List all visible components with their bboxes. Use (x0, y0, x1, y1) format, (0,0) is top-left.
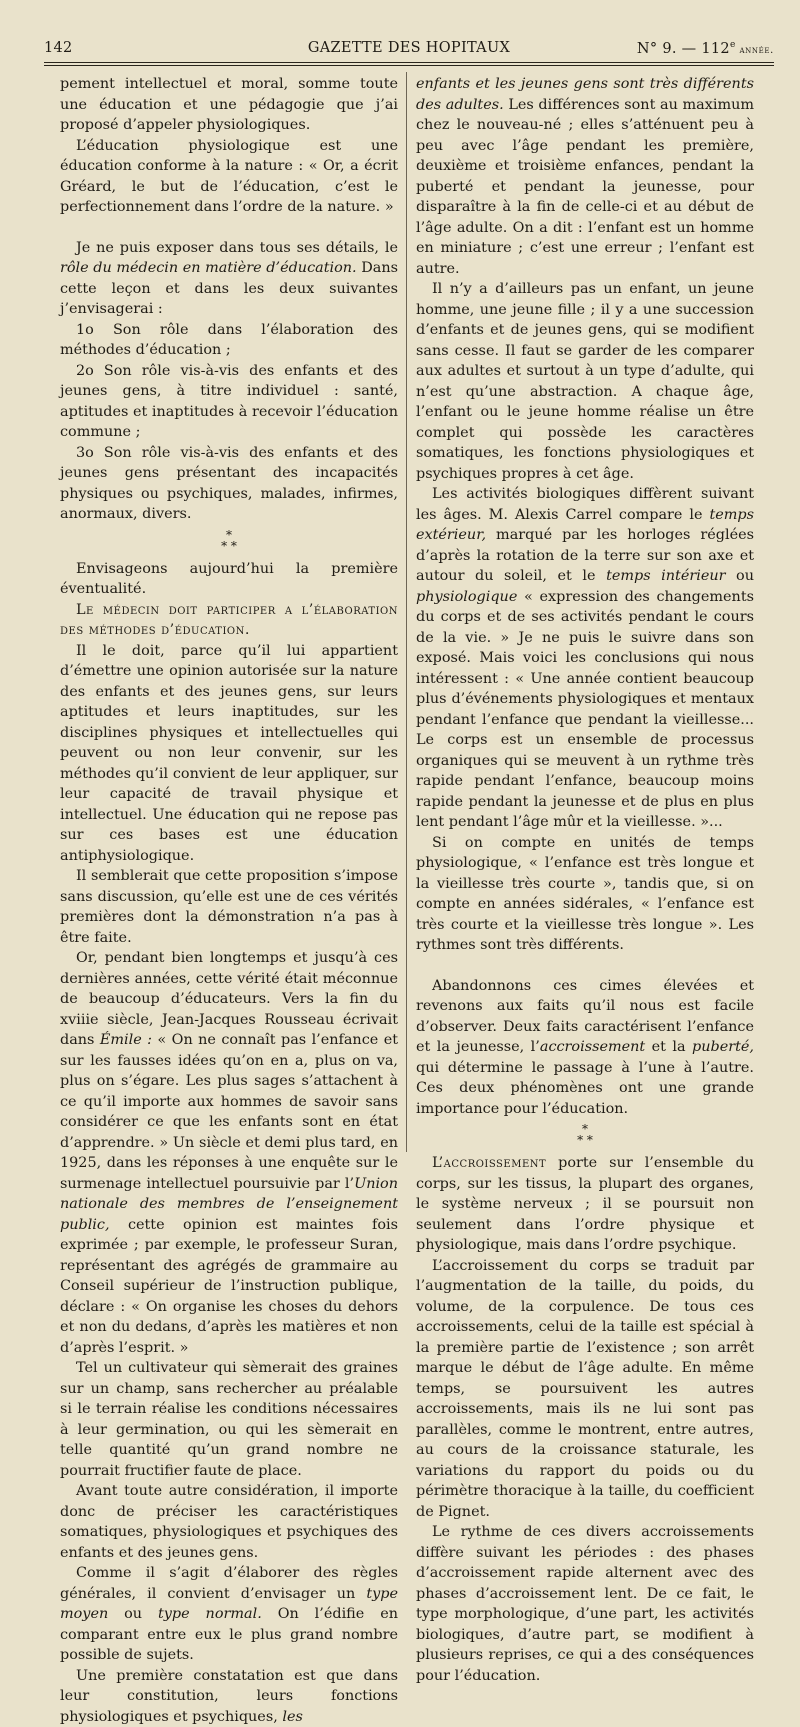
paragraph: Il n’y a d’ailleurs pas un enfant, un jeune homme, une jeune fille ; il y a une succession d’enfants et de jeunes gens, qui se modifient sans cesse. Il faut se garder de les comparer aux adultes et surtout à un type d’adulte, qui n’est qu’une abstraction. A chaque âge, l’enfant ou le jeune homme réalise un être complet qui possède les caractères somatiques, les fonctions physiologiques et psychiques propres à cet âge. (416, 279, 754, 484)
paragraph: Le rythme de ces divers accroissements diffère suivant les périodes : des phases d’accroissement rapide alternent avec des phases d’accroissement lent. De ce fait, le type morphologique, d’une part, les activités biologiques, d’autre part, se modifient à plusieurs reprises, ce qui a des conséquences pour l’éducation. (416, 1522, 754, 1686)
list-item: 1o Son rôle dans l’élaboration des méthodes d’éducation ; (60, 320, 398, 361)
left-column (60, 74, 398, 1727)
paragraph: Les activités biologiques diffèrent suivant les âges. M. Alexis Carrel compare le temps extérieur, marqué par les horloges réglées d’après la rotation de la terre sur son axe et autour du soleil, et le temps intérieur ou physiologique « expression des changements du corps et de ses activités pendant le cours de la vie. » Je ne puis le suivre dans son exposé. Mais voici les conclusions qui nous intéressent : « Une année contient beaucoup plus d’événements physiologiques et mentaux pendant l’enfance que pendant la vieillesse... Le corps est un ensemble de processus organiques qui se meuvent à un rythme très rapide pendant l’enfance, beaucoup moins rapide pendant la jeunesse et de plus en plus lent pendant l’âge mûr et la vieillesse. »... (416, 484, 754, 833)
column-divider (406, 72, 407, 1152)
paragraph: pement intellectuel et moral, somme toute une éducation et une pédagogie que j’ai proposé d’appeler physiologiques. (60, 74, 398, 136)
paragraph: L’accroissement du corps se traduit par l’augmentation de la taille, du poids, du volume, de la corpulence. De tous ces accroissements, celui de la taille est spécial à la première partie de l’existence ; son arrêt marque le début de l’âge adulte. En même temps, se poursuivent les autres accroissements, mais ils ne lui sont pas parallèles, comme le montrent, entre autres, au cours de la croissance staturale, les variations du rapport du poids ou du périmètre thoracique à la taille, du coefficient de Pignet. (416, 1256, 754, 1523)
paragraph: Je ne puis exposer dans tous ses détails, le rôle du médecin en matière d’éducation. Dans cette leçon et dans les deux suivantes j’envisagerai : (60, 238, 398, 320)
journal-title: GAZETTE DES HOPITAUX (44, 40, 774, 56)
paragraph: L’accroissement porte sur l’ensemble du corps, sur les tissus, la plupart des organes, le système nerveux ; il se poursuit non seulement dans l’ordre physique et physiologique, mais dans l’ordre psychique. (416, 1153, 754, 1256)
issue-info: N° 9. — 112e année. (637, 40, 774, 57)
paragraph: Abandonnons ces cimes élevées et revenons aux faits qu’il nous est facile d’observer. Deux faits caractérisent l’enfance et la jeunesse, l’accroissement et la puberté, qui détermine le passage à l’une à l’autre. Ces deux phénomènes ont une grande importance pour l’éducation. (416, 976, 754, 1120)
page-number: 142 (44, 40, 73, 56)
section-separator: * * * (60, 530, 398, 552)
paragraph: Envisageons aujourd’hui la première éventualité. (60, 559, 398, 600)
paragraph: Il le doit, parce qu’il lui appartient d’émettre une opinion autorisée sur la nature des enfants et des jeunes gens, sur leurs aptitudes et leurs inaptitudes, sur les disciplines physiques et intellectuelles qui peuvent ou non leur convenir, sur les méthodes qu’il convient de leur appliquer, sur leur capacité de travail physique et intellectuel. Une éducation qui ne repose pas sur ces bases est une éducation antiphysiologique. (60, 641, 398, 867)
section-separator: * * * (416, 1124, 754, 1146)
paragraph: Si on compte en unités de temps physiologique, « l’enfance est très longue et la vieillesse très courte », tandis que, si on compte en années sidérales, « l’enfance est très courte et la vieillesse très longue ». Les rythmes sont très différents. (416, 833, 754, 956)
header-rule-thin (44, 65, 774, 66)
list-item: 3o Son rôle vis-à-vis des enfants et des jeunes gens présentant des incapacités physiques ou psychiques, malades, infirmes, anormaux, divers. (60, 443, 398, 525)
header-rule (44, 62, 774, 63)
list-item: 2o Son rôle vis-à-vis des enfants et des jeunes gens, à titre individuel : santé, aptitudes et inaptitudes à recevoir l’éducation commune ; (60, 361, 398, 443)
paragraph: Une première constatation est que dans leur constitution, leurs fonctions physiologiques et psychiques, les (60, 1666, 398, 1727)
paragraph: Il semblerait que cette proposition s’impose sans discussion, qu’elle est une de ces vérités premières dont la démonstration n’a pas à être faite. (60, 866, 398, 948)
page-header (44, 40, 774, 62)
paragraph: Tel un cultivateur qui sèmerait des graines sur un champ, sans rechercher au préalable si le terrain réalise les conditions nécessaires à leur germination, ou qui les sèmerait en telle quantité qu’un grand nombre ne pourrait fructifier faute de place. (60, 1358, 398, 1481)
paragraph: Or, pendant bien longtemps et jusqu’à ces dernières années, cette vérité était méconnue de beaucoup d’éducateurs. Vers la fin du xviiie siècle, Jean-Jacques Rousseau écrivait dans Émile : « On ne connaît pas l’enfance et sur les fausses idées qu’on en a, plus on va, plus on s’égare. Les plus sages s’attachent à ce qu’il importe aux hommes de savoir sans considérer ce que les enfants sont en état d’apprendre. » Un siècle et demi plus tard, en 1925, dans les réponses à une enquête sur le surmenage intellectuel poursuivie par l’Union nationale des membres de l’enseignement public, cette opinion est maintes fois exprimée ; par exemple, le professeur Suran, représentant des agrégés de grammaire au Conseil supérieur de l’instruction publique, déclare : « On organise les choses du dehors et non du dedans, d’après les matières et non d’après l’esprit. » (60, 948, 398, 1358)
paragraph: enfants et les jeunes gens sont très différents des adultes. Les différences sont au maximum chez le nouveau-né ; elles s’atténuent peu à peu avec l’âge pendant les première, deuxième et troisième enfances, pendant la puberté et pendant la jeunesse, pour disparaître à la fin de celle-ci et au début de l’âge adulte. On a dit : l’enfant est un homme en miniature ; c’est une erreur ; l’enfant est autre. (416, 74, 754, 279)
paragraph: Comme il s’agit d’élaborer des règles générales, il convient d’envisager un type moyen ou type normal. On l’édifie en comparant entre eux le plus grand nombre possible de sujets. (60, 1563, 398, 1666)
paragraph: L’éducation physiologique est une éducation conforme à la nature : « Or, a écrit Gréard, le but de l’éducation, c’est le perfectionnement dans l’ordre de la nature. » (60, 136, 398, 218)
right-column (416, 74, 754, 1686)
section-heading: Le médecin doit participer a l’élaboration des méthodes d’éducation. (60, 600, 398, 641)
paragraph: Avant toute autre considération, il importe donc de préciser les caractéristiques somatiques, physiologiques et psychiques des enfants et des jeunes gens. (60, 1481, 398, 1563)
